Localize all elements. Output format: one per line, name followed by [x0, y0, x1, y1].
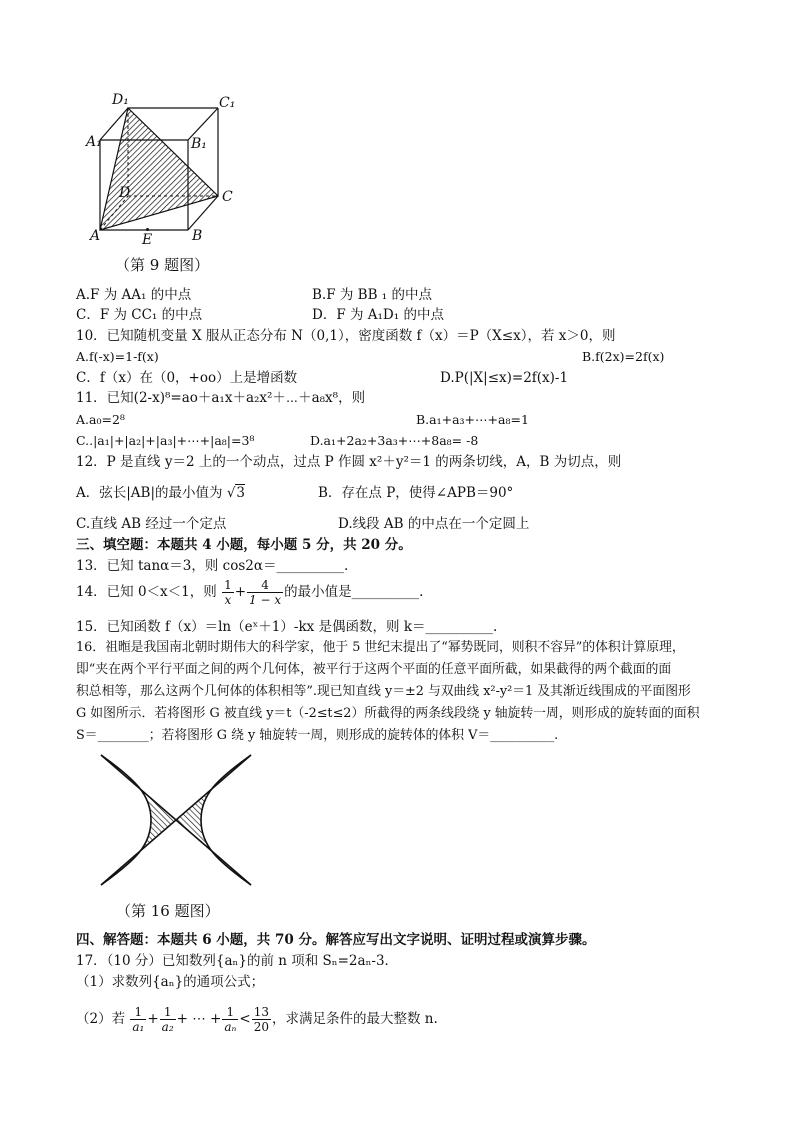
q14-fraction-1	[222, 578, 234, 607]
q17-t3-den: aₙ	[224, 1020, 237, 1034]
section-4-heading: 四、解答题：本题共 6 小题，共 70 分。解答应写出文字说明、证明过程或演算步骤。	[76, 932, 596, 948]
q12-option-d: D.线段 AB 的中点在一个定圆上	[338, 516, 530, 532]
point-E-dot	[146, 228, 149, 231]
q14	[76, 578, 423, 607]
q16-line-5: S＝________；若将图形 G 绕 y 轴旋转一周，则形成的旋转体的体积 V＝__________.	[76, 728, 559, 743]
label-D1: D₁	[112, 92, 129, 108]
q14-f2-den: 1 − x	[249, 593, 282, 607]
label-C: C	[222, 189, 233, 205]
q14-f1-num: 1	[224, 578, 232, 592]
q14-post: 的最小值是__________.	[284, 584, 424, 600]
q17-t1-den: a₁	[132, 1020, 145, 1034]
q10-option-b: B.f(2x)=2f(x)	[582, 349, 665, 364]
q10-stem: 10．已知随机变量 X 服从正态分布 N（0,1），密度函数 f（x）＝P（X≤x），若 x＞0，则	[76, 328, 616, 344]
q9-option-d: D．F 为 A₁D₁ 的中点	[312, 307, 444, 323]
q17-term-1	[130, 1005, 146, 1034]
q9-option-b: B.F 为 BB ₁ 的中点	[312, 287, 432, 303]
q14-f2-num: 4	[247, 578, 283, 593]
q17-part-1: （1）求数列{aₙ}的通项公式；	[76, 974, 265, 990]
q14-pre: 14．已知 0＜x＜1，则	[76, 584, 217, 600]
q16-line-1: 16．祖暅是我国南北朝时期伟大的科学家，他于 5 世纪末提出了“幂势既同，则积不容异”的体积计算原理，	[76, 640, 685, 655]
q10-option-a: A.f(-x)=1-f(x)	[76, 349, 159, 364]
q10-option-c: C．f（x）在（0，+oo）上是增函数	[76, 370, 298, 386]
cube-figure	[80, 88, 240, 248]
q17-stem: 17．（10 分）已知数列{aₙ}的前 n 项和 Sₙ=2aₙ-3．	[76, 953, 399, 969]
q13: 13．已知 tanα＝3，则 cos2α＝__________.	[76, 558, 349, 574]
label-B: B	[192, 228, 203, 244]
label-D: D	[119, 185, 131, 201]
q11-option-c: C..|a₁|+|a₂|+|a₃|+⋯+|a₈|=3⁸	[76, 433, 255, 448]
q17-part-2-pre: （2）若	[76, 1011, 126, 1027]
q17-part-2: （2）若 $\frac{1}{\text{a₁}}$ + $\frac{1}{\text{a₂}}$ + ⋯ + $\frac{1}{\text{aₙ}}$ < $\frac{13}{20}$ ，求满足条件的最大整数 n.	[76, 1005, 438, 1034]
label-C1: C₁	[219, 95, 236, 111]
label-A: A	[90, 228, 101, 244]
figure-16-caption: （第 16 题图）	[116, 902, 220, 920]
label-B1: B₁	[191, 136, 207, 152]
q17-t1-num: 1	[130, 1005, 146, 1020]
q17-t2-den: a₂	[161, 1020, 174, 1034]
q17-part-2-post: ，求满足条件的最大整数 n.	[271, 1011, 438, 1027]
q17-less-than: <	[239, 1011, 251, 1027]
q17-dots: + ⋯ +	[176, 1011, 222, 1027]
sqrt-symbol: √	[226, 485, 236, 501]
q12-option-a	[76, 484, 245, 502]
q11-option-b: B.a₁+a₃+⋯+a₈=1	[416, 412, 529, 427]
section-3-heading: 三、填空题：本题共 4 小题，每小题 5 分，共 20 分。	[76, 537, 412, 553]
q17-bound-den: 20	[253, 1020, 269, 1034]
q12-option-a-text: A．弦长|AB|的最小值为	[76, 485, 223, 501]
q15: 15．已知函数 f（x）＝ln（eˣ＋1）-kx 是偶函数，则 k＝__________.	[76, 619, 498, 635]
q17-term-n	[222, 1005, 238, 1034]
q17-term-2	[160, 1005, 176, 1034]
q17-t2-num: 1	[160, 1005, 176, 1020]
q12-option-a-radicand: 3	[236, 485, 246, 501]
figure-9-caption: （第 9 题图）	[115, 256, 210, 274]
q9-option-c: C．F 为 CC₁ 的中点	[76, 307, 203, 323]
q14-plus: +	[234, 584, 247, 600]
q16-line-4: G 如图所示．若将图形 G 被直线 y＝t（-2≤t≤2）所截得的两条线段绕 y 轴旋转一周，则形成的旋转面的面积	[76, 706, 700, 721]
q11-option-a: A.a₀=2⁸	[76, 412, 125, 427]
q12-stem: 12．P 是直线 y＝2 上的一个动点，过点 P 作圆 x²＋y²＝1 的两条切线，A，B 为切点，则	[76, 454, 622, 470]
label-A1: A₁	[86, 134, 102, 150]
q9-option-a: A.F 为 AA₁ 的中点	[76, 287, 192, 303]
q17-t3-num: 1	[222, 1005, 238, 1020]
q16-line-3: 积总相等，那么这两个几何体的体积相等”.现已知直线 y＝±2 与双曲线 x²-y²＝1 及其渐近线围成的平面图形	[76, 684, 691, 699]
q10-option-d: D.P(|X|≤x)=2f(x)-1	[440, 370, 569, 386]
q11-stem: 11．已知(2-x)⁸=ao＋a₁x＋a₂x²＋⋯＋a₈x⁸，则	[76, 390, 366, 406]
q12-option-c: C.直线 AB 经过一个定点	[76, 516, 227, 532]
q16-line-2: 即“夹在两个平行平面之间的两个几何体，被平行于这两个平面的任意平面所截，如果截得的两个截面的面	[76, 662, 672, 677]
q12-option-b: B．存在点 P，使得∠APB＝90°	[318, 485, 514, 501]
label-E: E	[142, 232, 153, 248]
q14-f1-den: x	[224, 593, 232, 607]
q17-bound-num: 13	[253, 1005, 269, 1019]
q14-fraction-2	[247, 578, 283, 607]
q17-bound	[252, 1005, 271, 1034]
hyperbola-figure	[96, 750, 256, 890]
q11-option-d: D.a₁+2a₂+3a₃+⋯+8a₈= -8	[310, 433, 479, 448]
